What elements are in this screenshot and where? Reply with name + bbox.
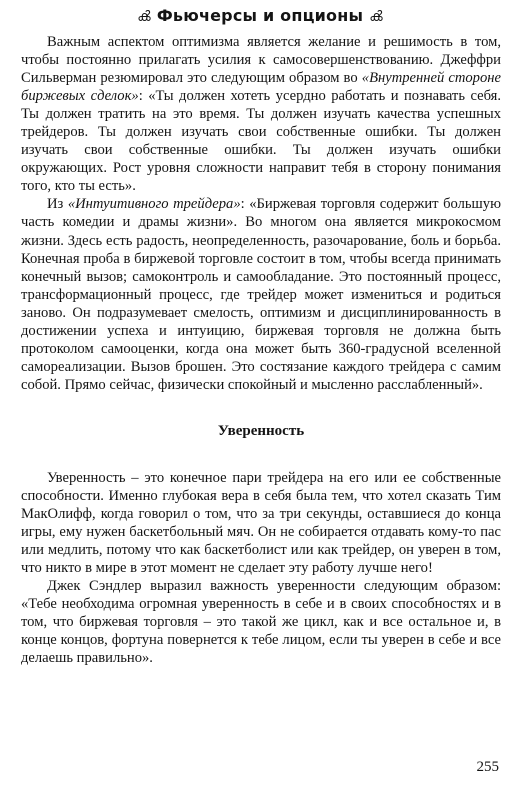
- page-body: [21, 33, 501, 668]
- paragraph-1-book-title: «Внутренней стороне биржевых сделок»: [21, 70, 501, 105]
- paragraph-2-text-a: Из: [47, 196, 68, 213]
- paragraph-2-text-b: : «Биржевая торговля содержит большую часть комедии и драмы жизни». Во многом она является микрокосмом жизни. Здесь есть радость, неопределенность, разочарование, боль и борьба. Конечная проба в биржевой торговле состоит в том, чтобы всегда принимать конечный вызов; самоконтроль и самообладание. Это постоянный процесс, трансформационный процесс, где трейдер может измениться и родиться заново. Он подразумевает смелость, оптимизм и дисциплинированность в достижении успеха и интуицию, биржевая торговля не должна быть протоколом самооценки, когда она может быть 360-градусной вселенной самореализации. Вызов брошен. Это состязание каждого трейдера с самим собой. Прямо сейчас, физически спокойный и мысленно расслабленный».: [21, 196, 501, 393]
- section-paragraph-1: Уверенность – это конечное пари трейдера на его или ее собственные способности. Именно глубокая вера в себя была тем, что хотел сказать Тим МакОлифф, когда говорил о том, что за три секунды, оставшиеся до конца игры, ему нужен баскетбольный мяч. Он не собирается отдавать кому-то пас или медлить, потому что как баскетболист или как трейдер, он уверен в том, что никто в мире в этот момент не сделает эту работу лучше него!: [21, 469, 501, 577]
- paragraph-2-book-title: «Интуитивного трейдера»: [67, 196, 241, 213]
- running-header: [0, 6, 520, 25]
- header-ornament-right: ൿ: [369, 9, 383, 25]
- section-paragraph-2: Джек Сэндлер выразил важность уверенности следующим образом: «Тебе необходима огромная уверенность в себе и в своих способностях и в том, что биржевая торговля – это такой же цикл, как и все остальное и, в конце концов, фортуна повернется к тебе лицом, если ты уверен в себе и все делаешь правильно».: [21, 578, 501, 667]
- paragraph-1-text-b: : «Ты должен хотеть усердно работать и познавать себя. Ты должен тратить на это время. Ты должен изучать качества успешных трейдеров. Ты должен изучать свои собственные ошибки. Ты должен изучать свои собственные ошибки. Ты должен изучать ошибки окружающих. Рост уровня сложности направит тебя в сторону понимания того, кто ты есть».: [21, 88, 501, 195]
- header-title: Фьючерсы и опционы: [156, 6, 364, 25]
- paragraph-1-text-a: Важным аспектом оптимизма является желание и решимость в том, чтобы постоянно прилагать усилия к самосовершенствованию. Джеффри Сильверман резюмировал это следующим образом во: [21, 34, 501, 87]
- header-ornament-left: ൿ: [137, 9, 151, 25]
- page-number: 255: [476, 759, 499, 775]
- paragraph-2: [21, 195, 501, 394]
- section-heading: Уверенность: [217, 422, 305, 439]
- paragraph-1: [21, 33, 501, 195]
